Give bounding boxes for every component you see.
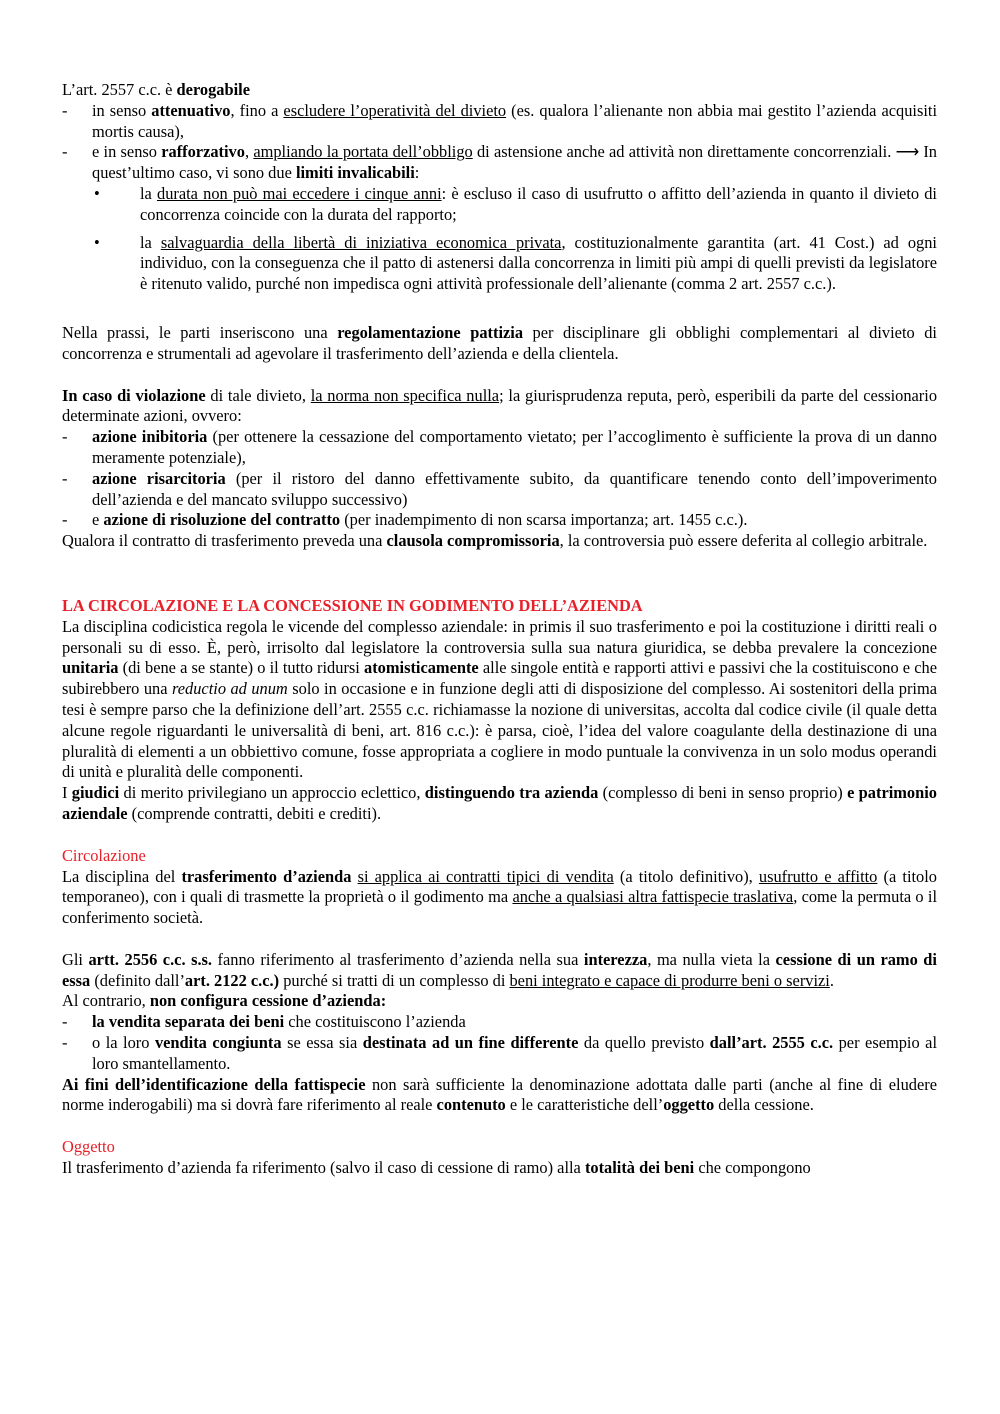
list-item: - e azione di risoluzione del contratto (per inadempimento di non scarsa importanza; art. 1455 c.c.).	[62, 510, 937, 531]
list-item: - azione inibitoria (per ottenere la cessazione del comportamento vietato; per l’accoglimento è sufficiente la prova di un danno meramente potenziale),	[62, 427, 937, 469]
document-page	[62, 80, 937, 1179]
list-item: - o la loro vendita congiunta se essa sia destinata ad un fine differente da quello previsto dall’art. 2555 c.c. per esempio al loro smantellamento.	[62, 1033, 937, 1075]
list-item: • la salvaguardia della libertà di iniziativa economica privata, costituzionalmente garantita (art. 41 Cost.) ad ogni individuo, con la conseguenza che il patto di astenersi dalla concorrenza in limiti più ampi di quelli previsti da legislatore è ritenuto valido, purché non impedisca ogni attività professionale dell’alienante (comma 2 art. 2557 c.c.).	[92, 233, 937, 295]
paragraph-oggetto: Il trasferimento d’azienda fa riferimento (salvo il caso di cessione di ramo) alla totalità dei beni che compongono	[62, 1158, 811, 1178]
subsection-title-oggetto: Oggetto	[62, 1137, 115, 1157]
paragraph-contrario: Al contrario, non configura cessione d’azienda:	[62, 991, 387, 1011]
paragraph-prassi: Nella prassi, le parti inseriscono una regolamentazione pattizia per disciplinare gli obblighi complementari al divieto di concorrenza e strumentali ad agevolare il trasferimento dell’azienda e della clientela.	[62, 322, 937, 363]
subsection-title-circolazione: Circolazione	[62, 845, 146, 865]
paragraph-giudici: I giudici di merito privilegiano un approccio eclettico, distinguendo tra azienda (complesso di beni in senso proprio) e patrimonio aziendale (comprende contratti, debiti e crediti).	[62, 783, 937, 823]
actions-list	[62, 427, 937, 531]
limits-list	[92, 184, 937, 295]
list-item: - in senso attenuativo, fino a escludere l’operatività del divieto (es. qualora l’alienante non abbia mai gestito l’azienda acquisiti mortis causa),	[62, 101, 937, 143]
paragraph-ramo: Gli artt. 2556 c.c. s.s. fanno riferimento al trasferimento d’azienda nella sua interezza, ma nulla vieta la cessione di un ramo di essa (definito dall’art. 2122 c.c.) purché si tratti di un complesso di beni integrato e capace di produrre beni o servizi.	[62, 949, 937, 990]
list-item: - azione risarcitoria (per il ristoro del danno effettivamente subito, da quantificare tenendo conto dell’impoverimento dell’azienda e del mancato sviluppo successivo)	[62, 469, 937, 511]
list-item: • la durata non può mai eccedere i cinque anni: è escluso il caso di usufrutto o affitto dell’azienda in quanto il divieto di concorrenza coincide con la durata del rapporto;	[92, 184, 937, 226]
list-item: - e in senso rafforzativo, ampliando la portata dell’obbligo di astensione anche ad attività non direttamente concorrenziali. ⟶ In quest’ultimo caso, vi sono due limiti invalicabili:	[62, 142, 937, 184]
list-item: - la vendita separata dei beni che costituiscono l’azienda	[62, 1012, 937, 1033]
section-title: LA CIRCOLAZIONE E LA CONCESSIONE IN GODIMENTO DELL’AZIENDA	[62, 595, 643, 615]
non-cessione-list	[62, 1012, 937, 1074]
paragraph-disciplina: La disciplina codicistica regola le vicende del complesso aziendale: in primis il suo trasferimento e poi la costituzione i diritti reali o personali su di esso. È, però, irrisolto dal legislatore la controversia sulla sua natura giuridica, se debba prevalere la concezione unitaria (di bene a se stante) o il tutto ridursi atomisticamente alle singole entità e rapporti attivi e passivi che la costituiscono e che subirebbero una reductio ad unum solo in occasione e in funzione degli atti di disposizione del complesso. Ai sostenitori della prima tesi è sempre parso che la definizione dell’art. 2555 c.c. richiamasse la nozione di universitas, accolta dal codice civile (il quale detta alcune regole riguardanti le universalità di beni, art. 816 c.c.): è parsa, cioè, l’idea del valore coagulante della destinazione di una pluralità di elementi a un obbiettivo comune, fosse appropriata a cogliere in modo puntuale la convivenza in un solo modus operandi di unità e pluralità delle componenti.	[62, 616, 937, 782]
paragraph-fattispecie: Ai fini dell’identificazione della fattispecie non sarà sufficiente la denominazione adottata dalle parti (anche al fine di eludere norme inderogabili) ma si dovrà fare riferimento al reale contenuto e le caratteristiche dell’oggetto della cessione.	[62, 1074, 937, 1115]
derogation-list	[62, 101, 937, 184]
paragraph-clausola: Qualora il contratto di trasferimento preveda una clausola compromissoria, la controversia può essere deferita al collegio arbitrale.	[62, 531, 928, 551]
paragraph-derogabile: L’art. 2557 c.c. è derogabile	[62, 80, 251, 99]
paragraph-violazione: In caso di violazione di tale divieto, la norma non specifica nulla; la giurisprudenza reputa, però, esperibili da parte del cessionario determinate azioni, ovvero:	[62, 385, 938, 426]
paragraph-trasferimento: La disciplina del trasferimento d’azienda si applica ai contratti tipici di vendita (a titolo definitivo), usufrutto e affitto (a titolo temporaneo), con i quali di trasmette la proprietà o il godimento ma anche a qualsiasi altra fattispecie traslativa, come la permuta o il conferimento società.	[62, 866, 938, 928]
